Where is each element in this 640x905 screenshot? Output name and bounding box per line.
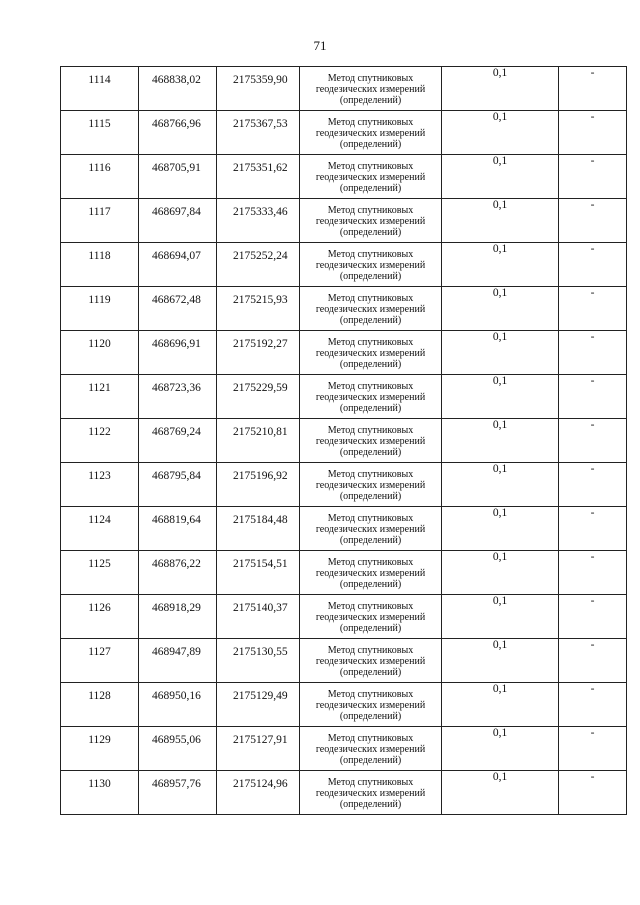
method-cell (300, 463, 442, 507)
table-row (61, 683, 627, 727)
page-number: 71 (313, 38, 327, 53)
method-line: (определений) (339, 403, 402, 414)
note-cell: - (559, 375, 627, 419)
note-cell: - (559, 771, 627, 815)
y-coordinate-cell: 2175215,93 (217, 287, 300, 331)
method-line: (определений) (339, 359, 402, 370)
method-line: Метод спутниковых (327, 161, 414, 172)
method-line: геодезических измерений (315, 348, 426, 359)
point-number-cell: 1130 (61, 771, 139, 815)
method-line: геодезических измерений (315, 260, 426, 271)
method-line: (определений) (339, 271, 402, 282)
method-line: (определений) (339, 579, 402, 590)
method-line: геодезических измерений (315, 744, 426, 755)
note-cell: - (559, 419, 627, 463)
method-line: (определений) (339, 139, 402, 150)
y-coordinate-cell: 2175184,48 (217, 507, 300, 551)
point-number-cell: 1123 (61, 463, 139, 507)
point-number-cell: 1124 (61, 507, 139, 551)
accuracy-cell: 0,1 (442, 287, 559, 331)
note-cell: - (559, 595, 627, 639)
method-cell (300, 287, 442, 331)
x-coordinate-cell: 468838,02 (139, 67, 217, 111)
method-line: (определений) (339, 315, 402, 326)
method-line: (определений) (339, 447, 402, 458)
note-cell: - (559, 287, 627, 331)
note-cell: - (559, 727, 627, 771)
method-line: (определений) (339, 491, 402, 502)
point-number-cell: 1122 (61, 419, 139, 463)
method-line: геодезических измерений (315, 480, 426, 491)
method-line: Метод спутниковых (327, 469, 414, 480)
method-line: Метод спутниковых (327, 337, 414, 348)
method-line: (определений) (339, 711, 402, 722)
point-number-cell: 1121 (61, 375, 139, 419)
method-line: Метод спутниковых (327, 557, 414, 568)
method-line: геодезических измерений (315, 128, 426, 139)
table-row (61, 771, 627, 815)
coordinates-table (60, 66, 627, 815)
method-cell (300, 727, 442, 771)
point-number-cell: 1118 (61, 243, 139, 287)
x-coordinate-cell: 468672,48 (139, 287, 217, 331)
x-coordinate-cell: 468947,89 (139, 639, 217, 683)
method-line: Метод спутниковых (327, 513, 414, 524)
x-coordinate-cell: 468950,16 (139, 683, 217, 727)
y-coordinate-cell: 2175351,62 (217, 155, 300, 199)
method-line: (определений) (339, 95, 402, 106)
point-number-cell: 1120 (61, 331, 139, 375)
method-line: геодезических измерений (315, 524, 426, 535)
point-number-cell: 1127 (61, 639, 139, 683)
accuracy-cell: 0,1 (442, 111, 559, 155)
method-line: геодезических измерений (315, 612, 426, 623)
point-number-cell: 1128 (61, 683, 139, 727)
note-cell: - (559, 507, 627, 551)
x-coordinate-cell: 468766,96 (139, 111, 217, 155)
y-coordinate-cell: 2175359,90 (217, 67, 300, 111)
accuracy-cell: 0,1 (442, 683, 559, 727)
method-line: геодезических измерений (315, 568, 426, 579)
method-line: геодезических измерений (315, 436, 426, 447)
x-coordinate-cell: 468697,84 (139, 199, 217, 243)
y-coordinate-cell: 2175210,81 (217, 419, 300, 463)
method-cell (300, 771, 442, 815)
method-line: Метод спутниковых (327, 381, 414, 392)
method-line: Метод спутниковых (327, 205, 414, 216)
method-line: (определений) (339, 227, 402, 238)
note-cell: - (559, 331, 627, 375)
method-line: (определений) (339, 667, 402, 678)
accuracy-cell: 0,1 (442, 67, 559, 111)
note-cell: - (559, 111, 627, 155)
method-line: геодезических измерений (315, 392, 426, 403)
table-row (61, 419, 627, 463)
method-cell (300, 243, 442, 287)
accuracy-cell: 0,1 (442, 199, 559, 243)
method-line: геодезических измерений (315, 84, 426, 95)
method-line: геодезических измерений (315, 656, 426, 667)
accuracy-cell: 0,1 (442, 331, 559, 375)
method-line: Метод спутниковых (327, 645, 414, 656)
method-line: Метод спутниковых (327, 73, 414, 84)
method-line: Метод спутниковых (327, 249, 414, 260)
x-coordinate-cell: 468769,24 (139, 419, 217, 463)
point-number-cell: 1116 (61, 155, 139, 199)
y-coordinate-cell: 2175196,92 (217, 463, 300, 507)
note-cell: - (559, 199, 627, 243)
y-coordinate-cell: 2175140,37 (217, 595, 300, 639)
method-line: (определений) (339, 183, 402, 194)
accuracy-cell: 0,1 (442, 243, 559, 287)
y-coordinate-cell: 2175129,49 (217, 683, 300, 727)
note-cell: - (559, 551, 627, 595)
method-cell (300, 199, 442, 243)
y-coordinate-cell: 2175252,24 (217, 243, 300, 287)
table-row (61, 199, 627, 243)
table-row (61, 727, 627, 771)
point-number-cell: 1119 (61, 287, 139, 331)
x-coordinate-cell: 468819,64 (139, 507, 217, 551)
accuracy-cell: 0,1 (442, 419, 559, 463)
accuracy-cell: 0,1 (442, 507, 559, 551)
method-cell (300, 111, 442, 155)
method-line: (определений) (339, 755, 402, 766)
table-row (61, 595, 627, 639)
table-row (61, 155, 627, 199)
table-row (61, 67, 627, 111)
method-cell (300, 331, 442, 375)
x-coordinate-cell: 468723,36 (139, 375, 217, 419)
x-coordinate-cell: 468876,22 (139, 551, 217, 595)
method-cell (300, 155, 442, 199)
y-coordinate-cell: 2175229,59 (217, 375, 300, 419)
table-row (61, 375, 627, 419)
method-line: (определений) (339, 623, 402, 634)
accuracy-cell: 0,1 (442, 463, 559, 507)
y-coordinate-cell: 2175154,51 (217, 551, 300, 595)
x-coordinate-cell: 468955,06 (139, 727, 217, 771)
x-coordinate-cell: 468694,07 (139, 243, 217, 287)
y-coordinate-cell: 2175130,55 (217, 639, 300, 683)
method-line: (определений) (339, 799, 402, 810)
note-cell: - (559, 155, 627, 199)
accuracy-cell: 0,1 (442, 551, 559, 595)
note-cell: - (559, 639, 627, 683)
method-line: Метод спутниковых (327, 733, 414, 744)
accuracy-cell: 0,1 (442, 639, 559, 683)
method-line: геодезических измерений (315, 788, 426, 799)
accuracy-cell: 0,1 (442, 375, 559, 419)
point-number-cell: 1114 (61, 67, 139, 111)
method-line: Метод спутниковых (327, 601, 414, 612)
point-number-cell: 1117 (61, 199, 139, 243)
note-cell: - (559, 683, 627, 727)
x-coordinate-cell: 468705,91 (139, 155, 217, 199)
table-row (61, 639, 627, 683)
note-cell: - (559, 243, 627, 287)
coordinates-table-body (61, 67, 627, 815)
accuracy-cell: 0,1 (442, 595, 559, 639)
method-line: геодезических измерений (315, 304, 426, 315)
method-cell (300, 639, 442, 683)
table-row (61, 111, 627, 155)
table-row (61, 507, 627, 551)
method-line: (определений) (339, 535, 402, 546)
method-cell (300, 419, 442, 463)
accuracy-cell: 0,1 (442, 155, 559, 199)
method-cell (300, 551, 442, 595)
table-row (61, 287, 627, 331)
table-row (61, 551, 627, 595)
accuracy-cell: 0,1 (442, 771, 559, 815)
y-coordinate-cell: 2175367,53 (217, 111, 300, 155)
table-row (61, 463, 627, 507)
method-line: геодезических измерений (315, 700, 426, 711)
method-cell (300, 67, 442, 111)
x-coordinate-cell: 468957,76 (139, 771, 217, 815)
method-line: Метод спутниковых (327, 117, 414, 128)
method-line: геодезических измерений (315, 216, 426, 227)
y-coordinate-cell: 2175333,46 (217, 199, 300, 243)
method-line: Метод спутниковых (327, 293, 414, 304)
point-number-cell: 1125 (61, 551, 139, 595)
point-number-cell: 1129 (61, 727, 139, 771)
y-coordinate-cell: 2175124,96 (217, 771, 300, 815)
method-line: Метод спутниковых (327, 425, 414, 436)
note-cell: - (559, 463, 627, 507)
point-number-cell: 1126 (61, 595, 139, 639)
method-cell (300, 595, 442, 639)
method-cell (300, 507, 442, 551)
accuracy-cell: 0,1 (442, 727, 559, 771)
note-cell: - (559, 67, 627, 111)
y-coordinate-cell: 2175127,91 (217, 727, 300, 771)
method-line: Метод спутниковых (327, 689, 414, 700)
table-row (61, 331, 627, 375)
method-cell (300, 375, 442, 419)
method-cell (300, 683, 442, 727)
method-line: Метод спутниковых (327, 777, 414, 788)
x-coordinate-cell: 468795,84 (139, 463, 217, 507)
method-line: геодезических измерений (315, 172, 426, 183)
x-coordinate-cell: 468918,29 (139, 595, 217, 639)
x-coordinate-cell: 468696,91 (139, 331, 217, 375)
table-row (61, 243, 627, 287)
point-number-cell: 1115 (61, 111, 139, 155)
y-coordinate-cell: 2175192,27 (217, 331, 300, 375)
